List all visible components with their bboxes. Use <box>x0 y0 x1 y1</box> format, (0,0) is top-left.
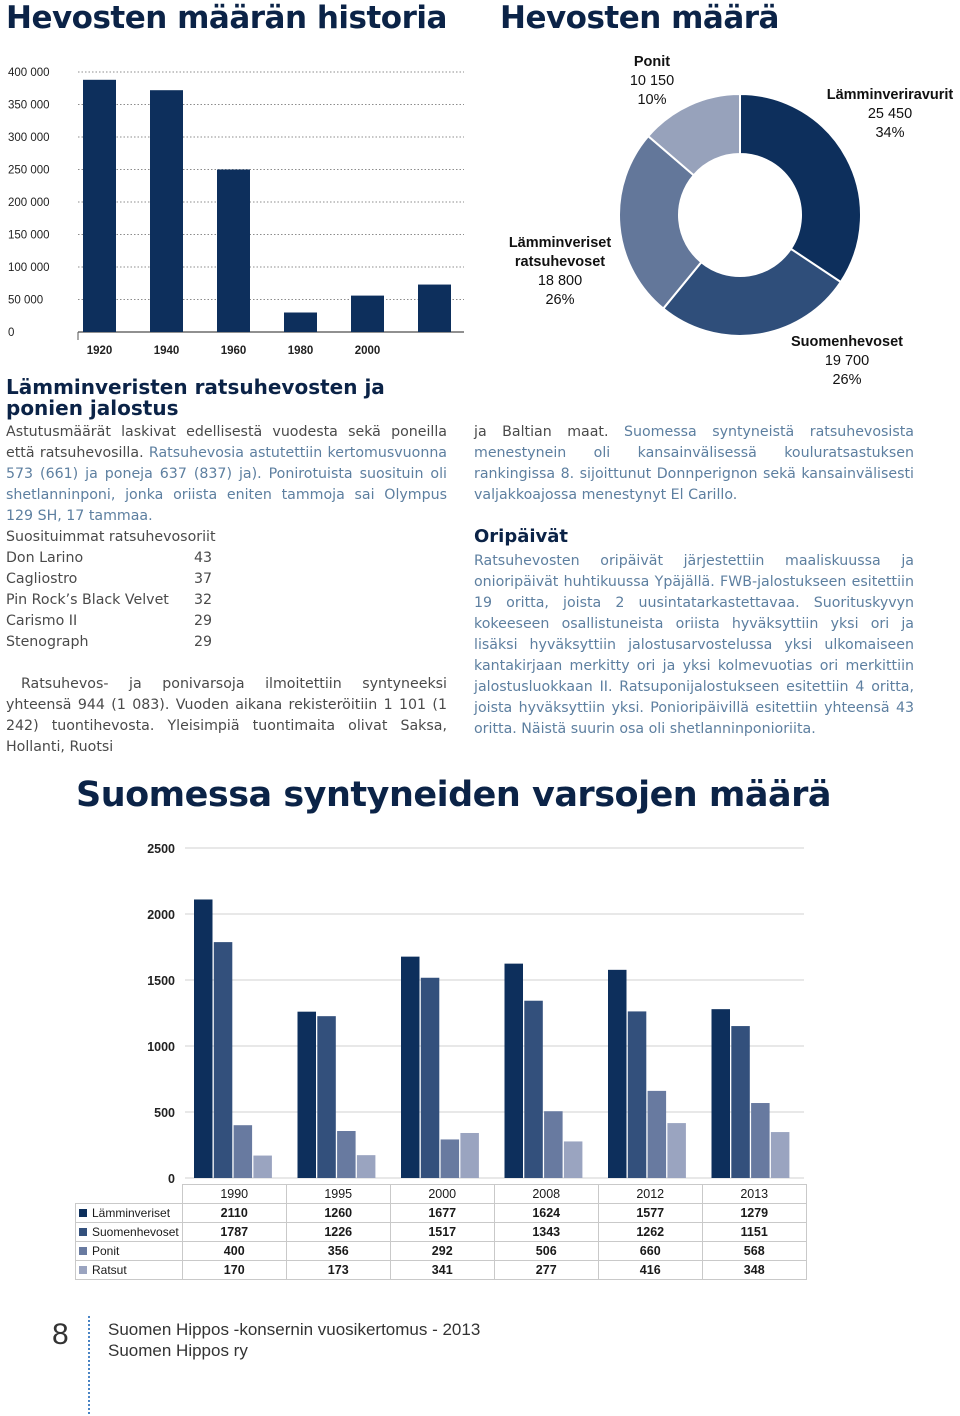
y-tick-label: 100 000 <box>8 262 50 274</box>
bar-ratsut <box>357 1155 376 1178</box>
popular-sires-list <box>6 548 447 653</box>
slice-value: 34% <box>875 125 905 141</box>
table-cell: 2110 <box>182 1204 286 1223</box>
table-row <box>76 1204 807 1223</box>
slice-label: ratsuhevoset <box>514 254 606 270</box>
slice-label: Ponit <box>633 54 671 70</box>
table-cell: 1677 <box>390 1204 494 1223</box>
sire-name: Pin Rock’s Black Velvet <box>6 592 169 608</box>
y-tick-label: 400 000 <box>8 67 50 79</box>
table-cell: 173 <box>286 1261 390 1280</box>
slice-value: 18 800 <box>537 273 583 289</box>
x-tick-label: 2000 <box>354 345 381 357</box>
bar-ratsut <box>253 1156 272 1178</box>
bar-ponit <box>751 1103 770 1178</box>
history-heading: Hevosten määrän historia <box>6 0 447 36</box>
table-cell: 170 <box>182 1261 286 1280</box>
bar-lämminveriset <box>298 1012 317 1178</box>
y-tick-label: 1500 <box>147 974 175 988</box>
bar <box>150 90 183 332</box>
bar-lämminveriset <box>712 1009 731 1178</box>
slice-value: 25 450 <box>867 106 913 122</box>
y-tick-label: 2500 <box>147 842 175 856</box>
sire-count: 37 <box>194 571 213 587</box>
series-label <box>76 1261 183 1280</box>
table-header-cell: 2000 <box>390 1185 494 1204</box>
series-label <box>76 1223 183 1242</box>
bar-suomenhevoset <box>214 942 233 1178</box>
bar-ratsut <box>460 1133 479 1178</box>
y-tick-label: 50 000 <box>8 294 44 307</box>
table-row <box>76 1242 807 1261</box>
table-cell: 1262 <box>598 1223 702 1242</box>
oripaivat-paragraph: Ratsuhevosten oripäivät järjestettiin maaliskuussa ja onioripäivät huhtikuussa Ypäjällä. FWB-jalostukseen esitettiin 19 oritta, joista 2 uusintatarkastettavaa. Suorituskyvyn kokeeseen osallistuneista oriista hyväksyttiin yksi ori ja lisäksi hyväksyttiin jalostusarvostelussa yksi ulkomaiseen kantakirjaan merkitty ori ja yksi kolmevuotias ori merkittiin jalostusluokkaan II. Ratsuponijalostukseen esitettiin 4 oritta, joista hyväksyttiin yksi. Ponioripäivillä esitettiin yhteensä 43 oritta. Näistä suurin osa oli shetlanninponioriita. <box>474 553 914 737</box>
bar-lämminveriset <box>194 899 213 1178</box>
bar <box>217 170 250 333</box>
y-tick-label: 500 <box>154 1106 175 1120</box>
table-header-cell: 2012 <box>598 1185 702 1204</box>
table-cell: 277 <box>494 1261 598 1280</box>
bar-suomenhevoset <box>524 1001 543 1178</box>
bar-ponit <box>337 1131 356 1178</box>
bar <box>284 313 317 333</box>
table-cell: 506 <box>494 1242 598 1261</box>
baltic-text-highlight: Suomessa syntyneistä ratsuhevosista menestynein oli kansainvälisessä kouluratsastuksen rankingissa 8. sijoittunut Donnperignon sekä kansainvälisesti valjakkoajossa menestynyt El Carillo. <box>474 424 914 503</box>
bar <box>351 296 384 332</box>
y-tick-label: 1000 <box>147 1040 175 1054</box>
sire-count: 29 <box>194 634 213 650</box>
breeding-text-plain: Astutusmäärät laskivat edellisestä vuodesta sekä poneilla että ratsuhevosilla. <box>6 424 447 461</box>
y-tick-label: 200 000 <box>8 197 50 209</box>
footer-organization: Suomen Hippos ry <box>108 1341 248 1360</box>
bar <box>418 285 451 332</box>
breeding-title: Lämminveristen ratsuhevosten ja ponien jalostus <box>6 375 385 420</box>
table-cell: 1226 <box>286 1223 390 1242</box>
bar-lämminveriset <box>401 957 420 1178</box>
x-tick-label: 1920 <box>86 345 113 357</box>
table-cell: 1343 <box>494 1223 598 1242</box>
bar-ponit <box>648 1091 667 1178</box>
slice-value: 19 700 <box>824 353 870 369</box>
sire-count: 43 <box>194 550 213 566</box>
bar <box>83 80 116 332</box>
table-cell: 341 <box>390 1261 494 1280</box>
footer-divider <box>88 1316 90 1414</box>
foals-bar-chart <box>0 830 820 1185</box>
breeding-section <box>6 377 447 758</box>
series-name: Lämminveriset <box>92 1206 171 1220</box>
table-cell: 1151 <box>702 1223 806 1242</box>
slice-label: Lämminveriravurit <box>826 87 954 103</box>
footer-report-title: Suomen Hippos -konsernin vuosikertomus - 2013 <box>108 1320 481 1339</box>
table-cell: 1577 <box>598 1204 702 1223</box>
bar-ratsut <box>564 1141 583 1178</box>
table-row <box>76 1223 807 1242</box>
bar-suomenhevoset <box>731 1026 750 1178</box>
table-corner-cell <box>76 1185 183 1204</box>
table-header-cell: 2013 <box>702 1185 806 1204</box>
table-header-row <box>76 1185 807 1204</box>
bar-suomenhevoset <box>421 978 440 1178</box>
sire-count: 29 <box>194 613 213 629</box>
breeding-paragraph <box>6 422 447 527</box>
bar-ratsut <box>771 1132 790 1178</box>
y-tick-label: 2000 <box>147 908 175 922</box>
sire-name: Cagliostro <box>6 571 78 587</box>
horse-count-heading: Hevosten määrä <box>500 0 779 36</box>
page-number: 8 <box>52 1318 69 1351</box>
bar-ponit <box>544 1111 563 1178</box>
legend-swatch <box>79 1228 87 1236</box>
table-cell: 348 <box>702 1261 806 1280</box>
table-cell: 568 <box>702 1242 806 1261</box>
horse-count-donut-chart <box>480 45 960 405</box>
y-tick-label: 0 <box>8 327 15 339</box>
table-cell: 660 <box>598 1242 702 1261</box>
legend-swatch <box>79 1266 87 1274</box>
foals-heading: Suomessa syntyneiden varsojen määrä <box>76 775 831 815</box>
series-label <box>76 1242 183 1261</box>
foals-data-table <box>75 1184 807 1280</box>
slice-value: 10 150 <box>629 73 675 89</box>
table-cell: 1517 <box>390 1223 494 1242</box>
popular-sires-title: Suosituimmat ratsuhevosoriit <box>6 529 216 545</box>
bar-suomenhevoset <box>317 1016 336 1178</box>
y-tick-label: 150 000 <box>8 229 50 242</box>
slice-label: Lämminveriset <box>508 235 612 251</box>
oripaivat-title: Oripäivät <box>474 526 569 547</box>
bar-lämminveriset <box>608 970 627 1178</box>
bar-suomenhevoset <box>628 1011 647 1178</box>
table-cell: 292 <box>390 1242 494 1261</box>
table-cell: 400 <box>182 1242 286 1261</box>
y-tick-label: 250 000 <box>8 164 50 177</box>
table-cell: 1624 <box>494 1204 598 1223</box>
slice-value: 26% <box>545 292 575 308</box>
baltic-paragraph <box>474 422 914 506</box>
series-label <box>76 1204 183 1223</box>
table-header-cell: 1990 <box>182 1185 286 1204</box>
slice-label: Suomenhevoset <box>791 334 903 350</box>
table-cell: 1260 <box>286 1204 390 1223</box>
table-header-cell: 1995 <box>286 1185 390 1204</box>
y-tick-label: 0 <box>168 1172 175 1185</box>
series-name: Ratsut <box>92 1263 127 1277</box>
bar-ponit <box>234 1125 253 1178</box>
sire-name: Stenograph <box>6 634 89 650</box>
baltic-text-plain: ja Baltian maat. <box>474 424 609 440</box>
breeding-text-highlight: Ratsuhevosia astutettiin kertomusvuonna 573 (661) ja poneja 637 (837) ja). Ponirotuista suosituin oli shetlanninponi, jonka oriista eniten tammoja sai Olympus 129 SH, 17 tammaa. <box>6 445 447 524</box>
foals-paragraph: Ratsuhevos- ja ponivarsoja ilmoitettiin syntyneeksi yhteensä 944 (1 083). Vuoden aikana rekisteröitiin 1 101 (1 242) tuontihevosta. Yleisimpiä tuontimaita olivat Saksa, Hollanti, Ruotsi <box>6 676 447 755</box>
y-tick-label: 300 000 <box>8 132 50 144</box>
footer-text <box>108 1319 480 1361</box>
table-cell: 356 <box>286 1242 390 1261</box>
sire-name: Don Larino <box>6 550 84 566</box>
table-header-cell: 2008 <box>494 1185 598 1204</box>
series-name: Ponit <box>92 1244 120 1258</box>
slice-value: 26% <box>832 372 862 388</box>
sire-count: 32 <box>194 592 213 608</box>
table-row <box>76 1261 807 1280</box>
table-cell: 1787 <box>182 1223 286 1242</box>
bar-ratsut <box>667 1123 686 1178</box>
series-name: Suomenhevoset <box>92 1225 179 1239</box>
x-tick-label: 1980 <box>287 345 314 357</box>
y-tick-label: 350 000 <box>8 99 50 112</box>
x-tick-label: 1960 <box>220 345 247 357</box>
breeding-continued <box>474 422 914 740</box>
bar-ponit <box>441 1139 460 1178</box>
bar-lämminveriset <box>505 964 524 1178</box>
legend-swatch <box>79 1209 87 1217</box>
pie-slice <box>740 94 861 282</box>
table-cell: 416 <box>598 1261 702 1280</box>
history-bar-chart <box>0 52 470 362</box>
sire-name: Carismo II <box>6 613 78 629</box>
legend-swatch <box>79 1247 87 1255</box>
table-cell: 1279 <box>702 1204 806 1223</box>
slice-value: 10% <box>637 92 667 108</box>
x-tick-label: 1940 <box>153 345 180 357</box>
